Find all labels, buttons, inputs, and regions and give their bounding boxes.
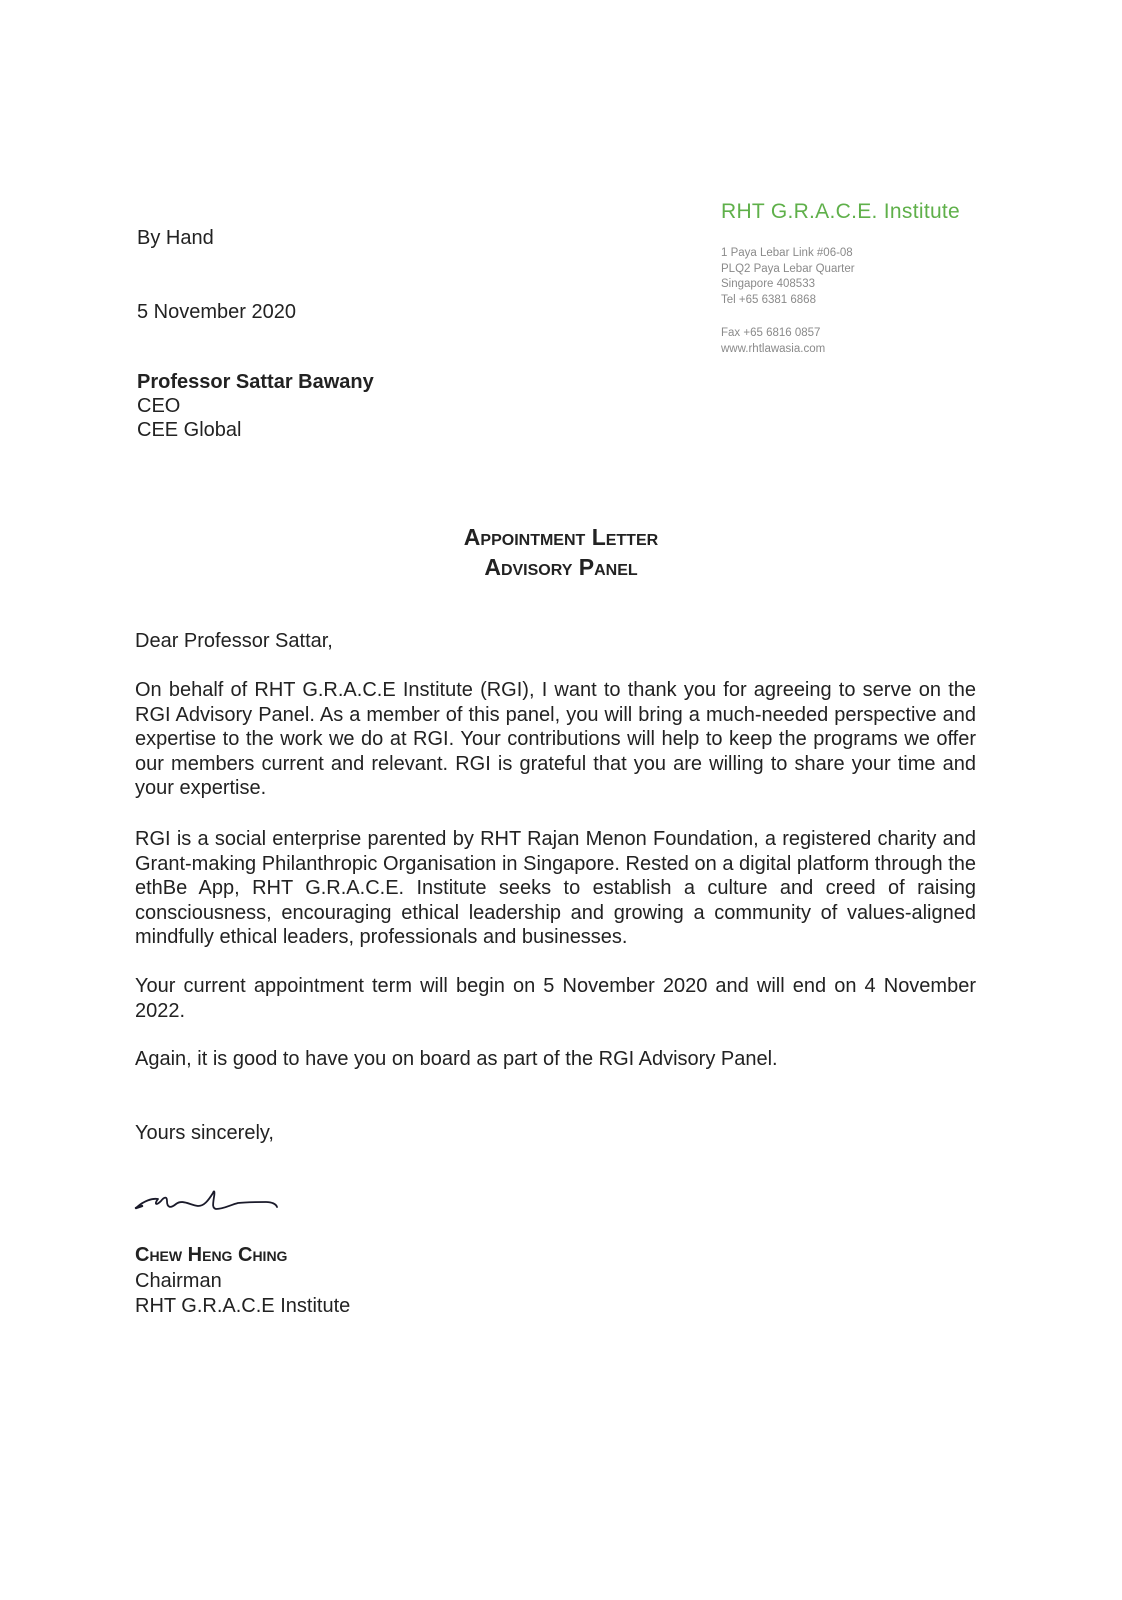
body-paragraph-4: Again, it is good to have you on board as part of the RGI Advisory Panel. xyxy=(135,1048,778,1070)
letter-date: 5 November 2020 xyxy=(137,301,296,323)
recipient-title: CEO xyxy=(137,395,181,417)
fax-line: Fax +65 6816 0857 xyxy=(721,327,821,339)
letterhead-contact xyxy=(721,326,825,357)
letterhead-address xyxy=(721,246,855,308)
signer-organization: RHT G.R.A.C.E Institute xyxy=(135,1295,351,1317)
body-paragraph-1: On behalf of RHT G.R.A.C.E Institute (RGI), I want to thank you for agreeing to serve on the RGI Advisory Panel. As a member of this panel, you will bring a much-needed perspective and expertise to the work we do at RGI. Your contributions will help to keep the programs we offer our members current and relevant. RGI is grateful that you are willing to share your time and your expertise. xyxy=(135,679,976,799)
recipient-block xyxy=(137,370,374,442)
title-line-2: Advisory Panel xyxy=(484,554,638,580)
delivery-method: By Hand xyxy=(137,227,214,249)
salutation: Dear Professor Sattar, xyxy=(135,630,333,652)
address-line: PLQ2 Paya Lebar Quarter xyxy=(721,262,855,275)
body-paragraph-2: RGI is a social enterprise parented by RHT Rajan Menon Foundation, a registered charity and Grant-making Philanthropic Organisation in Singapore. Rested on a digital platform through the ethBe App, RHT G.R.A.C.E. Institute seeks to establish a culture and creed of raising consciousness, encouraging ethical leadership and growing a community of values-aligned mindfully ethical leaders, professionals and businesses. xyxy=(135,828,976,948)
letter-title xyxy=(0,522,1122,582)
address-line: 1 Paya Lebar Link #06-08 xyxy=(721,247,853,259)
signature xyxy=(134,1187,284,1221)
body-paragraph-3: Your current appointment term will begin on 5 November 2020 and will end on 4 November 2022. xyxy=(135,975,976,1022)
recipient-organization: CEE Global xyxy=(137,419,242,441)
website-link[interactable]: www.rhtlawasia.com xyxy=(721,342,826,355)
signer-name: Chew Heng Ching xyxy=(135,1244,288,1266)
letterhead-org-name: RHT G.R.A.C.E. Institute xyxy=(721,200,961,223)
address-line: Singapore 408533 xyxy=(721,278,815,290)
title-line-1: Appointment Letter xyxy=(463,524,659,550)
signer-role: Chairman xyxy=(135,1270,222,1292)
phone-line: Tel +65 6381 6868 xyxy=(721,293,816,306)
recipient-name: Professor Sattar Bawany xyxy=(137,371,374,393)
closing: Yours sincerely, xyxy=(135,1122,274,1144)
